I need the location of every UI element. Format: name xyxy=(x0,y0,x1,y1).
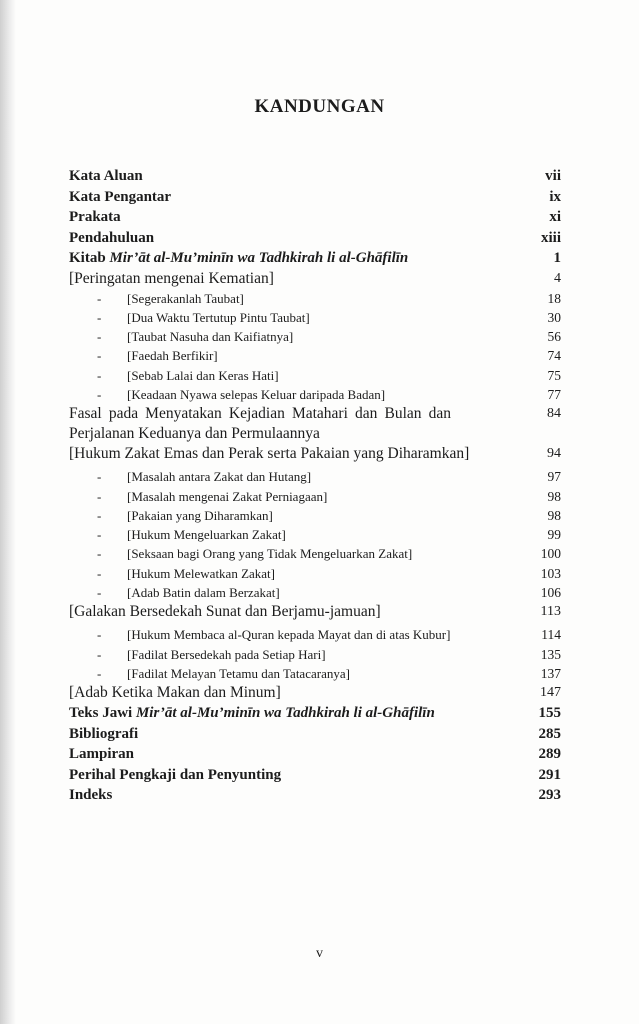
toc-section-4 xyxy=(69,683,561,703)
dash-marker: - xyxy=(97,565,102,581)
toc-entry-page: 291 xyxy=(538,766,561,783)
toc-subentry-title: [Pakaian yang Diharamkan] xyxy=(127,507,273,523)
toc-subentry-title: [Segerakanlah Taubat] xyxy=(127,290,244,306)
toc-subentry-page: 114 xyxy=(541,627,561,643)
toc-section-title: [Adab Ketika Makan dan Minum] xyxy=(69,684,281,702)
dash-marker: - xyxy=(97,585,102,601)
toc-entry-back-1 xyxy=(69,724,561,745)
toc-subentry xyxy=(69,467,561,486)
page-number: v xyxy=(316,946,323,961)
toc-subentry-page: 56 xyxy=(547,329,561,345)
teks-prefix: Teks Jawi xyxy=(69,705,136,722)
toc-subentry-page: 135 xyxy=(540,646,561,662)
toc-subentry-page: 137 xyxy=(540,665,561,681)
table-of-contents xyxy=(69,166,561,806)
toc-entry-front-4 xyxy=(69,228,561,249)
toc-subentry-page: 74 xyxy=(547,348,561,364)
toc-entry-back-3 xyxy=(69,765,561,786)
toc-subentry-title: [Fadilat Melayan Tetamu dan Tatacaranya] xyxy=(127,665,350,681)
toc-entry-front-3 xyxy=(69,207,561,228)
toc-subentry-page: 75 xyxy=(547,367,561,383)
toc-subentry xyxy=(69,664,561,683)
toc-subentry xyxy=(69,346,561,365)
toc-subentry-page: 77 xyxy=(547,386,561,402)
toc-subentry-title: [Dua Waktu Tertutup Pintu Taubat] xyxy=(127,309,310,325)
toc-section-page: 94 xyxy=(547,446,561,462)
toc-entry-page: vii xyxy=(545,168,561,184)
toc-entry-title: Kata Pengantar xyxy=(69,188,172,205)
toc-section-page: 4 xyxy=(554,270,561,286)
toc-section-page: 84 xyxy=(547,406,561,422)
dash-marker: - xyxy=(97,665,102,681)
toc-subentry xyxy=(69,625,561,644)
toc-subentry xyxy=(69,645,561,664)
toc-section-2 xyxy=(69,444,561,464)
toc-subentry-title: [Masalah mengenai Zakat Perniagaan] xyxy=(127,488,328,504)
toc-subentry-page: 100 xyxy=(540,546,561,562)
dash-marker: - xyxy=(97,627,102,643)
toc-entry-kitab xyxy=(69,248,561,269)
dash-marker: - xyxy=(97,386,102,402)
kitab-prefix: Kitab xyxy=(69,250,110,266)
toc-subentry-title: [Masalah antara Zakat dan Hutang] xyxy=(127,469,312,485)
toc-subentry xyxy=(69,327,561,346)
toc-subentry xyxy=(69,506,561,525)
toc-entry-page: 285 xyxy=(538,725,561,742)
dash-marker: - xyxy=(97,507,102,523)
toc-entry-front-1 xyxy=(69,166,561,187)
toc-subentry xyxy=(69,583,561,602)
toc-entry-title: Bibliografi xyxy=(69,725,139,742)
toc-entry-title: Lampiran xyxy=(69,746,135,763)
toc-entry-title xyxy=(69,703,521,724)
toc-section-title: [Peringatan mengenai Kematian] xyxy=(69,269,274,287)
toc-entry-title xyxy=(69,248,521,269)
toc-subentry xyxy=(69,564,561,583)
toc-section-fasal xyxy=(69,404,561,444)
toc-subentry-title: [Fadilat Bersedekah pada Setiap Hari] xyxy=(127,646,326,662)
kitab-italic-title: Mir’āt al-Mu’minīn wa Tadhkirah li al-Ghāfilīn xyxy=(109,250,409,266)
toc-subentry xyxy=(69,289,561,308)
toc-entry-page: xi xyxy=(549,209,561,225)
toc-entry-page: 155 xyxy=(538,705,561,722)
toc-subentry-page: 98 xyxy=(547,507,561,523)
dash-marker: - xyxy=(97,488,102,504)
dash-marker: - xyxy=(97,348,102,364)
toc-entry-title: Indeks xyxy=(69,787,113,804)
toc-subentry-title: [Sebab Lalai dan Keras Hati] xyxy=(127,367,279,383)
toc-subentry-page: 103 xyxy=(540,565,561,581)
toc-subentry-page: 18 xyxy=(547,290,561,306)
toc-subentry-page: 30 xyxy=(547,309,561,325)
dash-marker: - xyxy=(97,646,102,662)
toc-entry-page: 289 xyxy=(538,746,561,763)
toc-subentry-page: 99 xyxy=(547,527,561,543)
toc-subentry xyxy=(69,385,561,404)
dash-marker: - xyxy=(97,469,102,485)
toc-entry-title: Prakata xyxy=(69,209,121,225)
toc-subentry-title: [Hukum Membaca al-Quran kepada Mayat dan di atas Kubur] xyxy=(127,627,451,643)
toc-subentry xyxy=(69,308,561,327)
dash-marker: - xyxy=(97,329,102,345)
toc-section-title: Fasal pada Menyatakan Kejadian Matahari dan Bulan dan Perjalanan Keduanya dan Permulaannya xyxy=(69,405,451,443)
toc-entry-back-2 xyxy=(69,744,561,765)
toc-section-page: 147 xyxy=(540,685,561,701)
dash-marker: - xyxy=(97,527,102,543)
toc-subentry-title: [Hukum Melewatkan Zakat] xyxy=(127,565,276,581)
toc-subentry-page: 98 xyxy=(547,488,561,504)
toc-section-title: [Hukum Zakat Emas dan Perak serta Pakaian yang Diharamkan] xyxy=(69,445,470,463)
toc-section-page: 113 xyxy=(540,604,561,620)
toc-subentry-title: [Keadaan Nyawa selepas Keluar daripada Badan] xyxy=(127,386,386,402)
toc-subentry-page: 97 xyxy=(547,469,561,485)
toc-section-title: [Galakan Bersedekah Sunat dan Berjamu-jamuan] xyxy=(69,603,381,621)
toc-subentry-title: [Adab Batin dalam Berzakat] xyxy=(127,585,280,601)
toc-entry-title: Perihal Pengkaji dan Penyunting xyxy=(69,766,282,783)
toc-section-3 xyxy=(69,602,561,622)
page-title: KANDUNGAN xyxy=(254,96,385,117)
toc-subentry xyxy=(69,544,561,563)
toc-subentry-title: [Seksaan bagi Orang yang Tidak Mengeluarkan Zakat] xyxy=(127,546,413,562)
toc-subentry xyxy=(69,525,561,544)
dash-marker: - xyxy=(97,290,102,306)
toc-entry-title: Pendahuluan xyxy=(69,229,155,246)
toc-subentry xyxy=(69,366,561,385)
toc-entry-page: ix xyxy=(549,188,561,205)
toc-subentry-title: [Hukum Mengeluarkan Zakat] xyxy=(127,527,286,543)
toc-entry-page: 1 xyxy=(553,250,561,266)
toc-entry-back-4 xyxy=(69,785,561,806)
dash-marker: - xyxy=(97,546,102,562)
toc-subentry-title: [Taubat Nasuha dan Kaifiatnya] xyxy=(127,329,294,345)
toc-subentry xyxy=(69,487,561,506)
book-spine-shadow xyxy=(0,0,16,1024)
teks-italic-title: Mir’āt al-Mu’minīn wa Tadhkirah li al-Ghāfilīn xyxy=(135,705,435,722)
dash-marker: - xyxy=(97,367,102,383)
toc-entry-front-2 xyxy=(69,187,561,208)
dash-marker: - xyxy=(97,309,102,325)
toc-entry-teks-jawi xyxy=(69,703,561,724)
toc-entry-page: xiii xyxy=(540,229,561,246)
toc-subentry-title: [Faedah Berfikir] xyxy=(127,348,218,364)
toc-section-1 xyxy=(69,269,561,289)
toc-subentry-page: 106 xyxy=(540,585,561,601)
toc-entry-page: 293 xyxy=(538,787,561,804)
toc-entry-title: Kata Aluan xyxy=(69,168,143,184)
